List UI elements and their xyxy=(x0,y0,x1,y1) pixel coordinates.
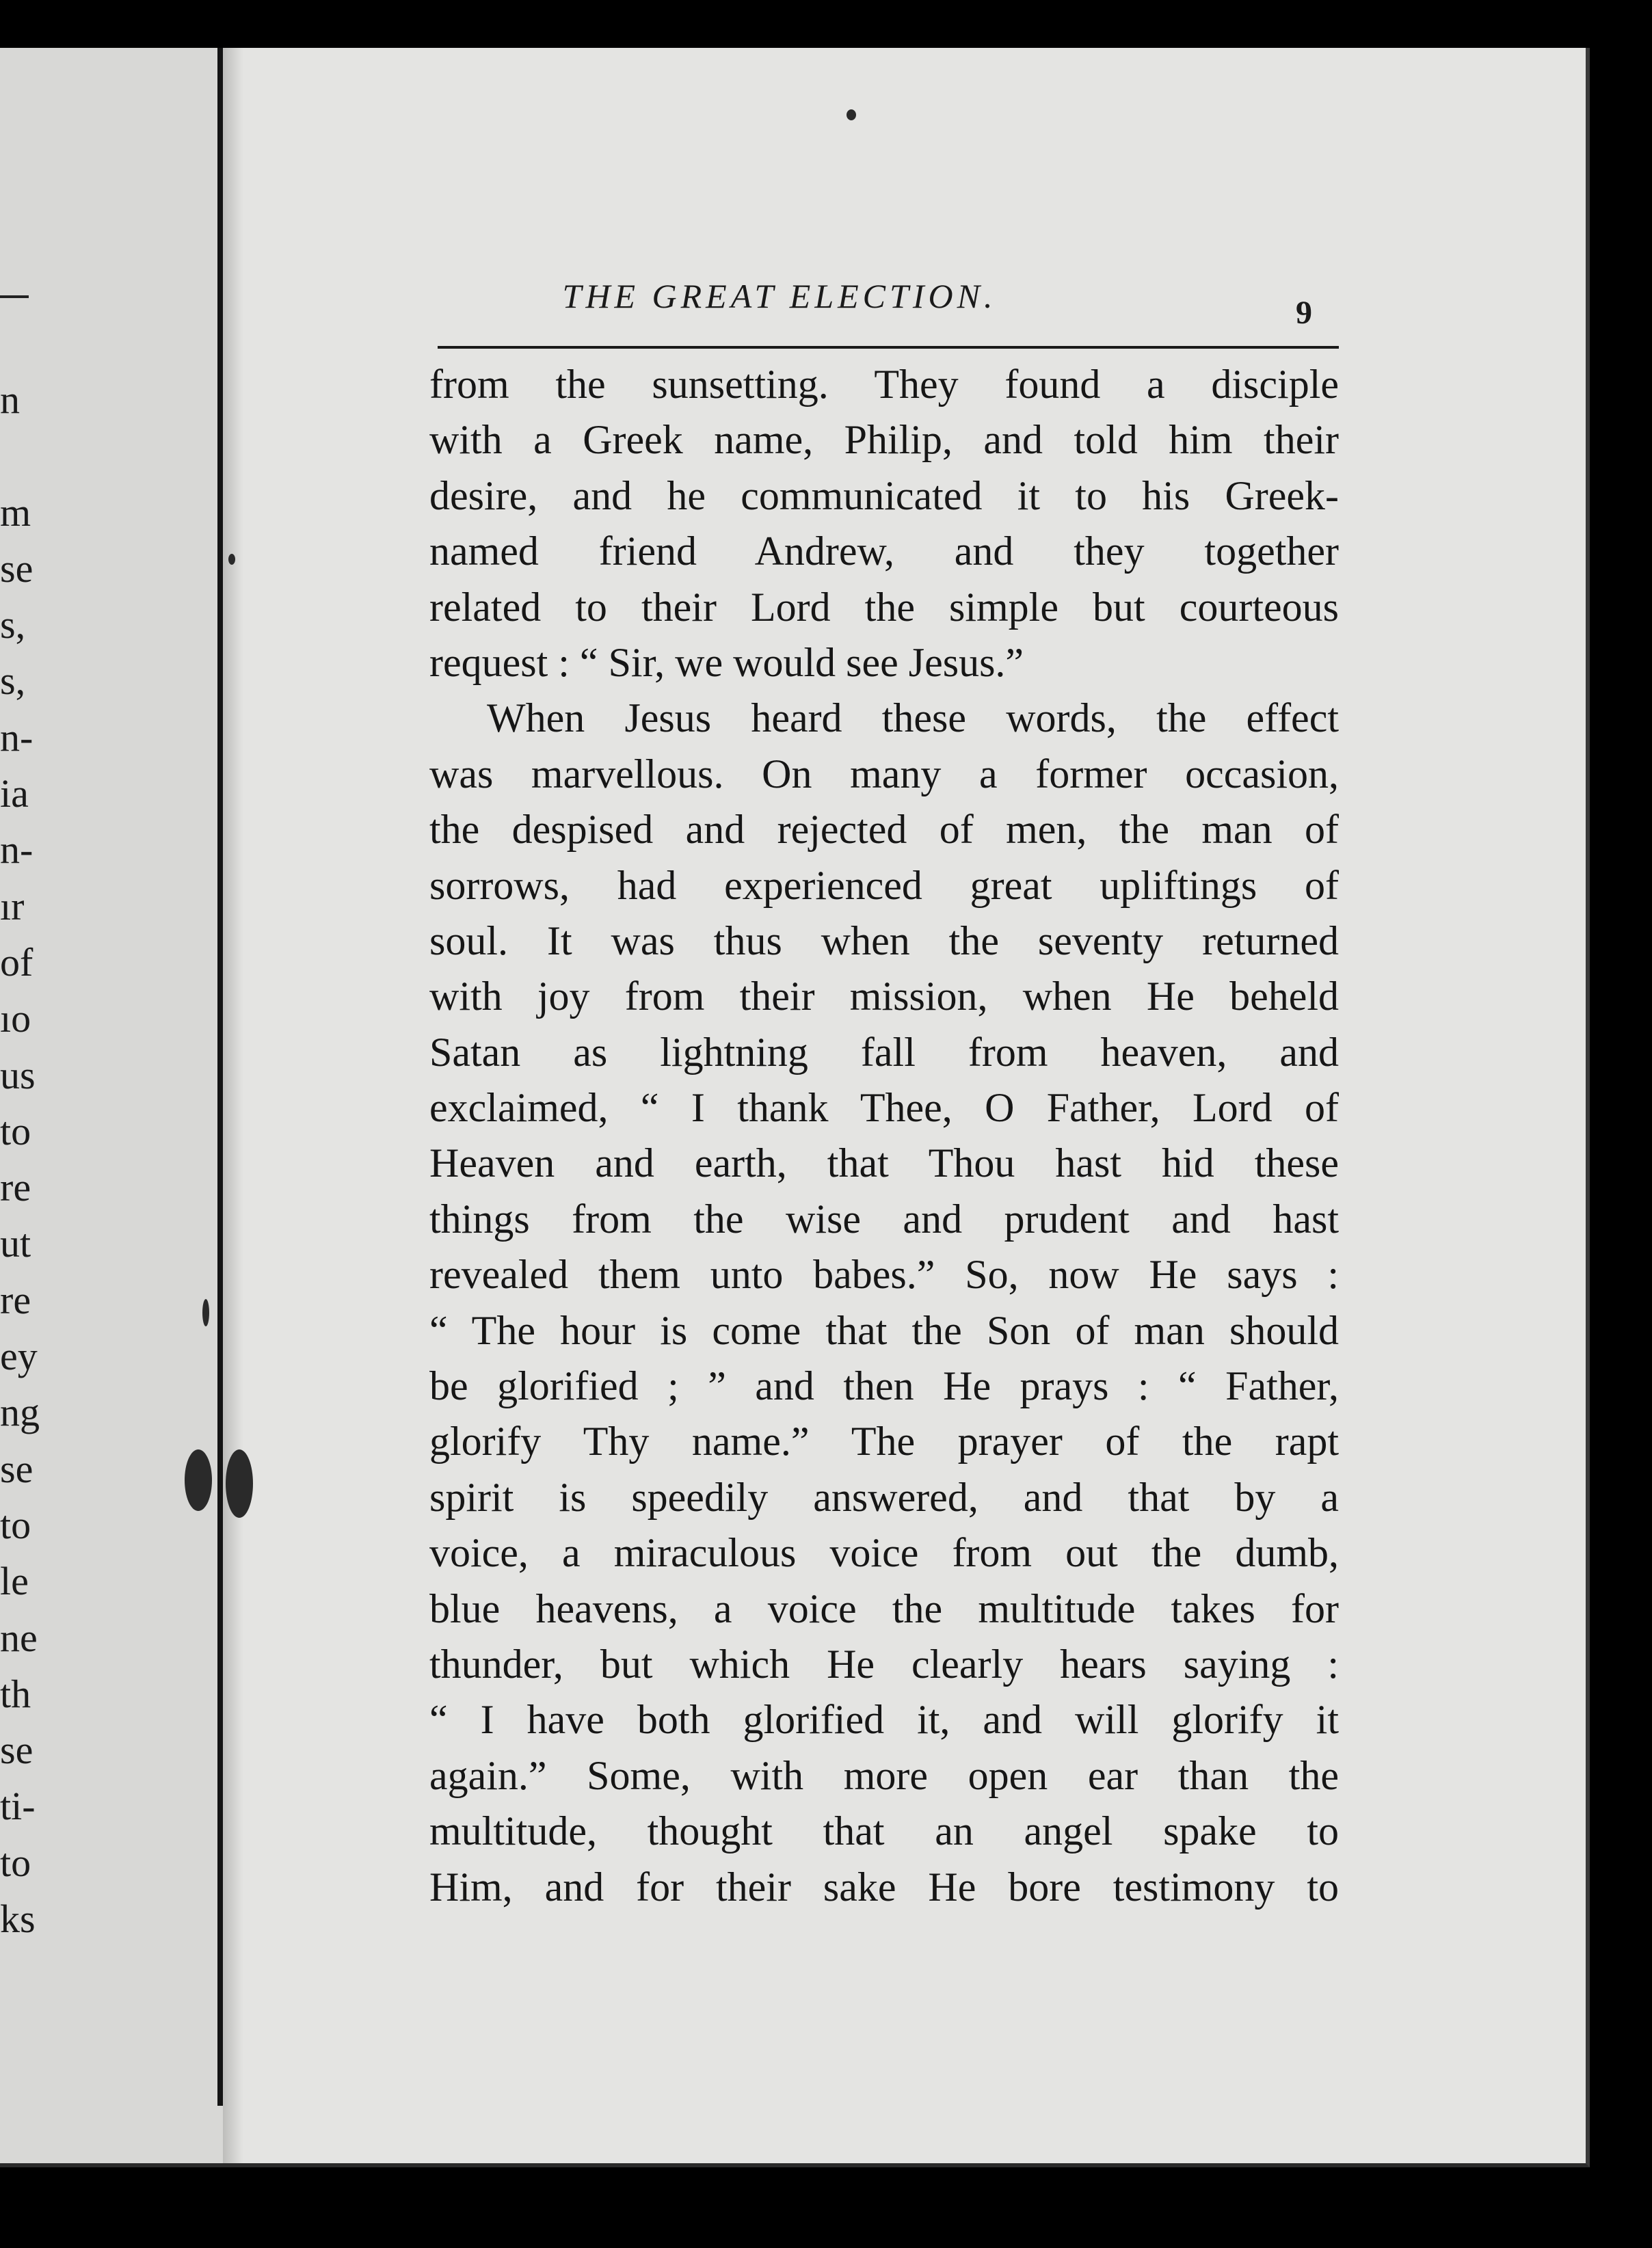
text-line: glorify Thy name.” The prayer of the rapt xyxy=(429,1419,1339,1464)
binding-tear-mark xyxy=(185,1449,212,1511)
text-line: the despised and rejected of men, the man of xyxy=(429,807,1339,853)
fragment-line: ng xyxy=(0,1390,40,1435)
fragment-line: se xyxy=(0,546,34,591)
text-line: from the sunsetting. They found a disciple xyxy=(429,362,1339,407)
fragment-line xyxy=(0,428,55,484)
text-line: thunder, but which He clearly hears saying : xyxy=(429,1641,1339,1687)
fragment-line: of xyxy=(0,939,34,985)
fragment-line: ks xyxy=(0,1897,36,1942)
text-line: things from the wise and prudent and hast xyxy=(429,1196,1339,1242)
binding-stitch-mark xyxy=(228,554,235,565)
fragment-line: re xyxy=(0,1165,31,1210)
text-line: soul. It was thus when the seventy returned xyxy=(429,918,1339,963)
fragment-line: m xyxy=(0,490,31,535)
fragment-line: ia xyxy=(0,771,29,816)
text-line: spirit is speedily answered, and that by a xyxy=(429,1474,1339,1520)
fragment-line: n- xyxy=(0,714,34,760)
fragment-line: th xyxy=(0,1671,31,1716)
text-line: again.” Some, with more open ear than the xyxy=(429,1752,1339,1798)
header-rule xyxy=(438,346,1339,349)
text-line: with joy from their mission, when He beheld xyxy=(429,974,1339,1019)
fragment-line: ey xyxy=(0,1334,38,1379)
binding-tear-mark xyxy=(226,1449,253,1518)
text-line: When Jesus heard these words, the effect xyxy=(487,695,1339,741)
body-text xyxy=(429,357,1339,1915)
fragment-line: to xyxy=(0,1108,31,1153)
facing-page-rule xyxy=(0,295,29,298)
binding-stitch-mark xyxy=(202,1299,209,1326)
text-line: Heaven and earth, that Thou hast hid these xyxy=(429,1140,1339,1186)
text-line: revealed them unto babes.” So, now He says : xyxy=(429,1252,1339,1298)
fragment-line: ne xyxy=(0,1615,38,1660)
text-line: with a Greek name, Philip, and told him their xyxy=(429,417,1339,463)
facing-page-edge xyxy=(0,48,226,2163)
fragment-line: n- xyxy=(0,827,34,872)
text-line: exclaimed, “ I thank Thee, O Father, Lord of xyxy=(429,1085,1339,1131)
fragment-line: ır xyxy=(0,883,25,928)
text-line: request : “ Sir, we would see Jesus.” xyxy=(429,639,1024,685)
fragment-line: se xyxy=(0,1728,34,1773)
facing-page-text-fragments xyxy=(0,372,55,1947)
running-head xyxy=(438,253,1327,349)
fragment-line: le xyxy=(0,1559,29,1604)
fragment-line: s, xyxy=(0,602,26,647)
fragment-line: ıo xyxy=(0,996,31,1041)
text-line: “ I have both glorified it, and will glorify it xyxy=(429,1697,1339,1743)
page-number: 9 xyxy=(1296,295,1312,331)
fragment-line: se xyxy=(0,1446,34,1491)
paper-speck xyxy=(847,109,856,120)
text-line: related to their Lord the simple but courteous xyxy=(429,584,1339,630)
binding-gutter-shadow xyxy=(223,48,243,2163)
text-line: be glorified ; ” and then He prays : “ Father, xyxy=(429,1363,1339,1409)
book-page xyxy=(0,48,1590,2167)
running-head-title: THE GREAT ELECTION. xyxy=(562,277,997,315)
text-line: multitude, thought that an angel spake to xyxy=(429,1808,1339,1854)
binding-gutter-line xyxy=(217,48,223,2106)
fragment-line: to xyxy=(0,1502,31,1547)
fragment-line: re xyxy=(0,1277,31,1322)
text-line: Satan as lightning fall from heaven, and xyxy=(429,1029,1339,1075)
fragment-line: ut xyxy=(0,1221,31,1266)
fragment-line: ti- xyxy=(0,1784,36,1829)
text-line: “ The hour is come that the Son of man should xyxy=(429,1307,1339,1353)
text-line: desire, and he communicated it to his Greek- xyxy=(429,472,1339,518)
text-line: blue heavens, a voice the multitude takes for xyxy=(429,1585,1339,1631)
fragment-line: us xyxy=(0,1052,36,1097)
text-line: named friend Andrew, and they together xyxy=(429,528,1339,574)
fragment-line: s, xyxy=(0,658,26,704)
text-line: Him, and for their sake He bore testimony to xyxy=(429,1864,1339,1910)
fragment-line: n xyxy=(0,377,20,422)
fragment-line: to xyxy=(0,1840,31,1885)
text-line: sorrows, had experienced great upliftings of xyxy=(429,862,1339,908)
text-line: was marvellous. On many a former occasion, xyxy=(429,751,1339,797)
text-line: voice, a miraculous voice from out the dumb, xyxy=(429,1530,1339,1576)
